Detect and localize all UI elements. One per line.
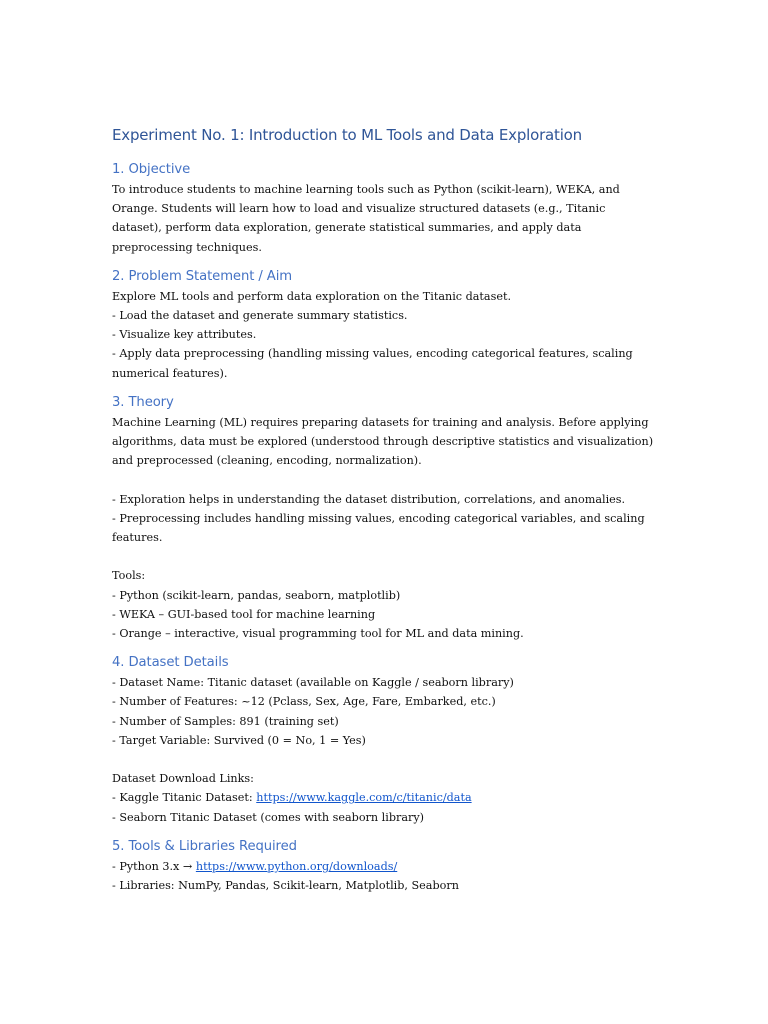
tool-item: - Orange – interactive, visual programming tool for ML and data mining. <box>112 627 524 641</box>
objective-heading: 1. Objective <box>112 162 191 177</box>
problem-line: - Visualize key attributes. <box>112 328 257 342</box>
problem-line: - Apply data preprocessing (handling missing values, encoding categorical features, scaling numerical features). <box>112 347 633 380</box>
theory-intro: Machine Learning (ML) requires preparing datasets for training and analysis. Before applying algorithms, data must be explored (understood through descriptive statistics and visualization) and preprocessed (cleaning, encoding, normalization). <box>112 415 654 468</box>
dataset-line: - Dataset Name: Titanic dataset (available on Kaggle / seaborn library) <box>112 676 514 690</box>
tool-item: - Python (scikit-learn, pandas, seaborn, matplotlib) <box>112 588 401 602</box>
tools-required-heading: 5. Tools & Libraries Required <box>112 838 297 854</box>
kaggle-link-line <box>112 788 657 807</box>
document-page <box>112 122 657 905</box>
dataset-line: - Number of Samples: 891 (training set) <box>112 714 339 728</box>
tools-required-section <box>112 837 657 895</box>
theory-point: - Exploration helps in understanding the dataset distribution, correlations, and anomalies. <box>112 492 626 506</box>
dataset-line: - Target Variable: Survived (0 = No, 1 = Yes) <box>112 733 366 747</box>
problem-heading: 2. Problem Statement / Aim <box>112 268 293 284</box>
python-download-link[interactable]: https://www.python.org/downloads/ <box>195 859 398 873</box>
objective-text: To introduce students to machine learning tools such as Python (scikit-learn), WEKA, and Orange. Students will learn how to load and visualize structured datasets (e.g., Titanic dataset), perform data exploration, generate statistical summaries, and apply data preprocessing techniques. <box>112 183 620 254</box>
theory-section <box>112 393 657 643</box>
problem-section <box>112 267 657 383</box>
theory-point: - Preprocessing includes handling missing values, encoding categorical variables, and scaling features. <box>112 511 645 545</box>
python-link-prefix: - Python 3.x → <box>112 859 196 873</box>
blank-line <box>112 750 657 769</box>
download-links-label: Dataset Download Links: <box>112 772 254 786</box>
dataset-line: - Number of Features: ~12 (Pclass, Sex, Age, Fare, Embarked, etc.) <box>112 695 496 709</box>
theory-heading: 3. Theory <box>112 394 174 410</box>
problem-line: - Load the dataset and generate summary statistics. <box>112 309 408 323</box>
tools-label: Tools: <box>112 569 146 583</box>
document-title: Experiment No. 1: Introduction to ML Tools and Data Exploration <box>112 126 582 144</box>
blank-line <box>112 470 657 489</box>
tool-item: - WEKA – GUI-based tool for machine learning <box>112 607 376 621</box>
kaggle-dataset-link[interactable]: https://www.kaggle.com/c/titanic/data <box>256 791 472 805</box>
python-link-line <box>112 857 657 876</box>
kaggle-link-prefix: - Kaggle Titanic Dataset: <box>112 791 257 805</box>
libraries-line: - Libraries: NumPy, Pandas, Scikit-learn, Matplotlib, Seaborn <box>112 879 459 893</box>
blank-line <box>112 547 657 566</box>
objective-section <box>112 160 657 257</box>
problem-line: Explore ML tools and perform data exploration on the Titanic dataset. <box>112 289 512 303</box>
dataset-heading: 4. Dataset Details <box>112 655 229 671</box>
dataset-section <box>112 653 657 827</box>
seaborn-dataset-line: - Seaborn Titanic Dataset (comes with seaborn library) <box>112 810 425 824</box>
